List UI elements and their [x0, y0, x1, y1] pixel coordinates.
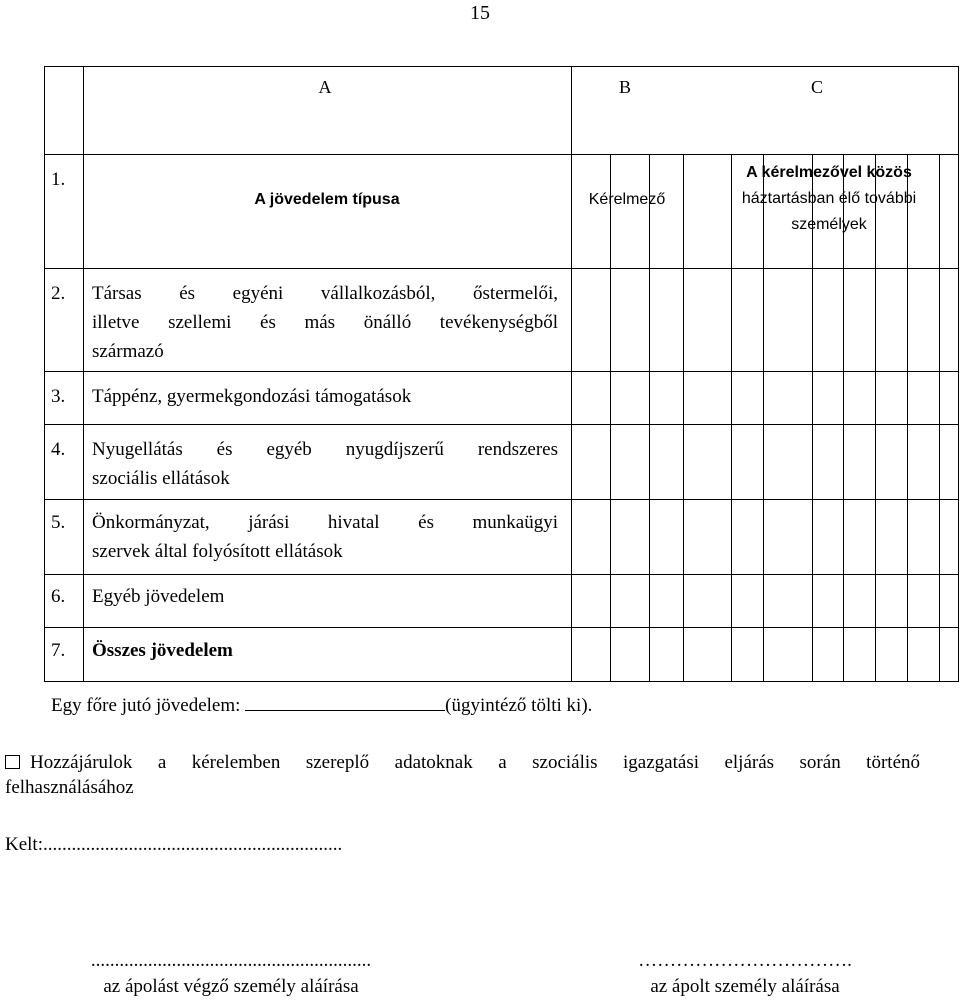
consent-checkbox[interactable]: [5, 755, 20, 769]
table-top-border: [44, 66, 959, 67]
row-label-line: Táppénz, gyermekgondozási támogatások: [92, 386, 412, 407]
row-label-line: szociális ellátások: [92, 468, 230, 489]
table-left-border: [44, 66, 45, 681]
table-row-divider: [44, 154, 959, 155]
table-row-divider: [44, 424, 959, 425]
header-row-number: 1.: [51, 169, 66, 190]
table-right-border: [958, 66, 959, 681]
per-capita-note: (ügyintéző tölti ki).: [445, 695, 593, 716]
row-label-total: Összes jövedelem: [92, 640, 233, 661]
date-line: [5, 830, 342, 859]
column-letter-c: C: [810, 77, 823, 97]
page-number: 15: [470, 2, 490, 24]
per-capita-blank[interactable]: [245, 692, 445, 711]
header-c-line: háztartásban élő további: [741, 190, 917, 207]
caregiver-signature-line[interactable]: ...........................................................: [90, 950, 372, 971]
row-number: 7.: [51, 640, 66, 661]
table-col-divider: [571, 66, 572, 681]
date-field[interactable]: ...............................................................: [43, 834, 343, 855]
header-c-line: személyek: [791, 216, 867, 233]
column-letter-b: B: [618, 77, 631, 97]
row-label-line: szervek által folyósított ellátások: [92, 541, 343, 562]
row-label-line: származó: [92, 341, 164, 362]
patient-signature-line[interactable]: …………………………….: [638, 950, 852, 971]
consent-text-line: felhasználásához: [5, 777, 134, 798]
column-letter-a: A: [318, 77, 332, 97]
caregiver-signature-label: az ápolást végző személy aláírása: [103, 976, 359, 997]
per-capita-label: Egy főre jutó jövedelem:: [51, 695, 241, 716]
row-number: 5.: [51, 512, 66, 533]
row-label-line: Társas és egyéni vállalkozásból, őstermelői,: [92, 283, 558, 304]
row-label-line: Nyugellátás és egyéb nyugdíjszerű rendszeres: [92, 439, 558, 460]
table-row-divider: [44, 627, 959, 628]
table-row-divider: [44, 268, 959, 269]
header-household-members: [690, 160, 960, 238]
consent-text-line: Hozzájárulok a kérelemben szereplő adatoknak a szociális igazgatási eljárás során történő: [30, 752, 920, 773]
row-number: 4.: [51, 439, 66, 460]
per-capita-income: [51, 691, 592, 720]
header-income-type: A jövedelem típusa: [254, 191, 400, 208]
table-row-divider: [44, 371, 959, 372]
table-row-divider: [44, 574, 959, 575]
row-label-line: Önkormányzat, járási hivatal és munkaügyi: [92, 512, 558, 533]
table-grid-line: [649, 154, 650, 681]
table-bottom-border: [44, 681, 959, 682]
table-grid-line: [610, 154, 611, 681]
date-label: Kelt:: [5, 834, 43, 855]
row-number: 6.: [51, 586, 66, 607]
row-label-line: Egyéb jövedelem: [92, 586, 225, 607]
row-label-line: illetve szellemi és más önálló tevékenységből: [92, 312, 558, 333]
header-applicant: Kérelmező: [588, 191, 666, 208]
row-number: 2.: [51, 283, 66, 304]
patient-signature-label: az ápolt személy aláírása: [650, 976, 840, 997]
table-row-divider: [44, 499, 959, 500]
table-grid-line: [683, 154, 684, 681]
table-col-divider: [83, 66, 84, 681]
row-number: 3.: [51, 386, 66, 407]
header-c-line: A kérelmezővel közös: [746, 164, 912, 181]
